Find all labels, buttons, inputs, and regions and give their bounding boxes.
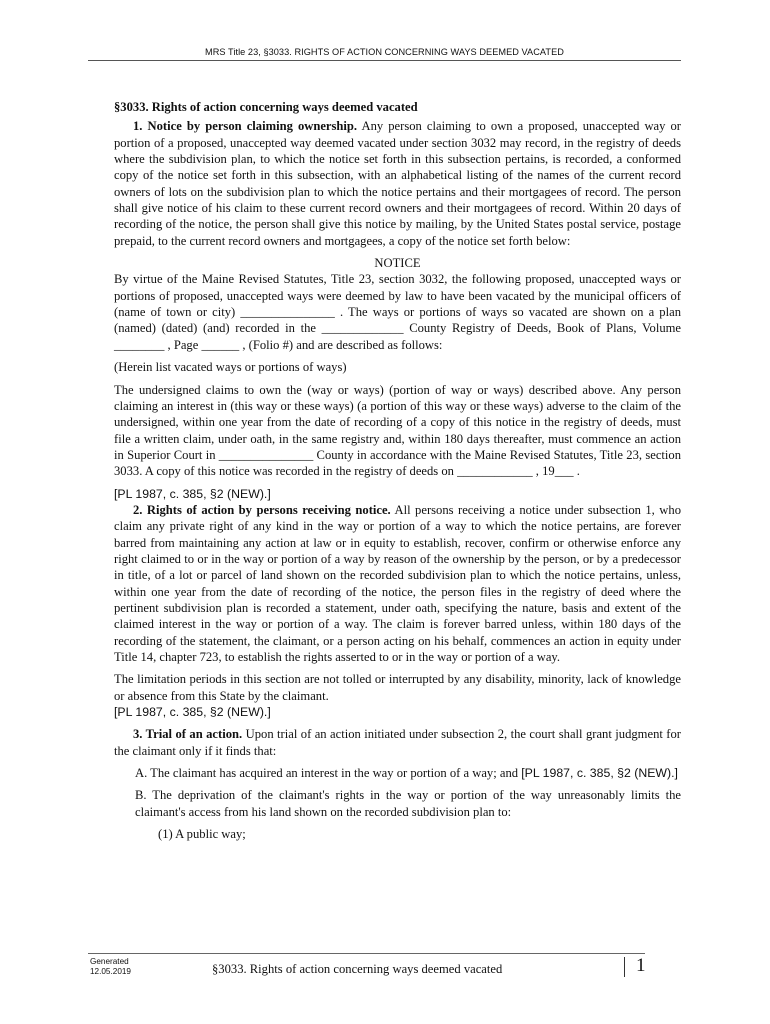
- subsection-3-body: Upon trial of an action initiated under subsection 2, the court shall grant judgment for the claimant only if it finds that:: [114, 727, 681, 758]
- page-number-divider: [624, 957, 625, 977]
- subsection-3-heading: 3. Trial of an action.: [133, 727, 243, 742]
- notice-paragraph-3: The undersigned claims to own the (way or ways) (portion of way or ways) described above. Any person claiming an interest in (this way or these ways) (a portion of this way or these ways) adverse to the claim of the undersigned, within one year from the date of recording of a copy of this notice in the registry of deeds, must file a written claim, under oath, in the same registry and, within 180 days thereafter, must commence an action in Superior Court in _______________ County in accordance with the Maine Revised Statutes, Title 23, section 3033. A copy of this notice was recorded in the registry of deeds on ____________ , 19___ .: [114, 382, 681, 479]
- item-b-1: (1) A public way;: [158, 827, 246, 842]
- footer-title: §3033. Rights of action concerning ways deemed vacated: [212, 962, 503, 976]
- generated-stamp: [90, 957, 131, 977]
- document-body: [114, 99, 681, 842]
- item-b: B. The deprivation of the claimant's rights in the way or portion of the way unreasonably limits the claimant's access from his land shown on the recorded subdivision plan to:: [135, 788, 681, 819]
- notice-paragraph-1: By virtue of the Maine Revised Statutes, Title 23, section 3032, the following proposed, unaccepted ways or portions of proposed, unaccepted ways were deemed by law to have been vacated by the municipal officers of (name of town or city) _______________ . The ways or portions of ways so vacated are shown on a plan (named) (dated) (and) recorded in the _____________ County Registry of Deeds, Book of Plans, Volume ________ , Page ______ , (Folio #) and are described as follows:: [114, 272, 681, 352]
- subsection-2-heading: 2. Rights of action by persons receiving notice.: [133, 502, 391, 517]
- generated-date: 12.05.2019: [90, 967, 131, 976]
- item-a-history: [PL 1987, c. 385, §2 (NEW).]: [521, 766, 678, 781]
- section-title: §3033. Rights of action concerning ways deemed vacated: [114, 100, 418, 114]
- notice-paragraph-2: (Herein list vacated ways or portions of ways): [114, 360, 347, 375]
- subsection-2: [114, 502, 681, 665]
- item-a: [114, 765, 681, 781]
- history-note-2: [PL 1987, c. 385, §2 (NEW).]: [114, 705, 271, 720]
- subsection-2-body: All persons receiving a notice under subsection 1, who claim any private right of any kind in the way or portion of a way to which the notice pertains, are forever barred from maintaining any action at law or in equity to establish, recover, confirm or otherwise enforce any right claimed to or in the way or portion of a way by reason of the ownership by the person, or by a predecessor in title, of a lot or parcel of land shown on the recorded subdivision plan to which the notice pertains, unless, within one year from the date of recording of the notice, the person files in the registry of deed where the pertinent subdivision plan is recorded a statement, under oath, specifying the nature, basis and extent of the claimed interest in the way or portion of a way. The claim is forever barred unless, within 180 days of the recording of the statement, the claimant, or a person acting on his behalf, commences an action in equity under Title 14, chapter 723, to establish the rights asserted to or in the way or portion of a way.: [114, 502, 681, 664]
- notice-heading: NOTICE: [374, 256, 421, 271]
- generated-label: Generated: [90, 957, 129, 966]
- subsection-1: [114, 118, 681, 249]
- history-note-1: [PL 1987, c. 385, §2 (NEW).]: [114, 486, 271, 501]
- header-divider: [88, 60, 681, 61]
- running-header: MRS Title 23, §3033. RIGHTS OF ACTION CONCERNING WAYS DEEMED VACATED: [205, 47, 564, 57]
- footer-divider: [88, 953, 645, 954]
- page-number: 1: [636, 955, 646, 976]
- subsection-3: [114, 726, 681, 759]
- subsection-2-paragraph-2: The limitation periods in this section are not tolled or interrupted by any disability, minority, lack of knowledge or absence from this State by the claimant.: [114, 672, 681, 703]
- item-a-text: A. The claimant has acquired an interest in the way or portion of a way; and: [135, 766, 519, 781]
- subsection-1-body: Any person claiming to own a proposed, unaccepted way or portion of a proposed, unaccepted way deemed vacated under section 3032 may record, in the registry of deeds where the subdivision plan, to which the notice set forth in this subsection pertains, is recorded, a conformed copy of the notice set forth in this subsection, with an alphabetical listing of the names of the current record owners of lots on the subdivision plan to which the notice pertains and their mortgagees of record. The person shall give notice of his claim to these current record owners and their mortgagees of record. Within 20 days of recording of the notice, the person shall give this notice by mailing, by the United States postal service, postage prepaid, to the current record owners and mortgagees, a copy of the notice set forth below:: [114, 119, 681, 248]
- subsection-1-heading: 1. Notice by person claiming ownership.: [133, 119, 358, 134]
